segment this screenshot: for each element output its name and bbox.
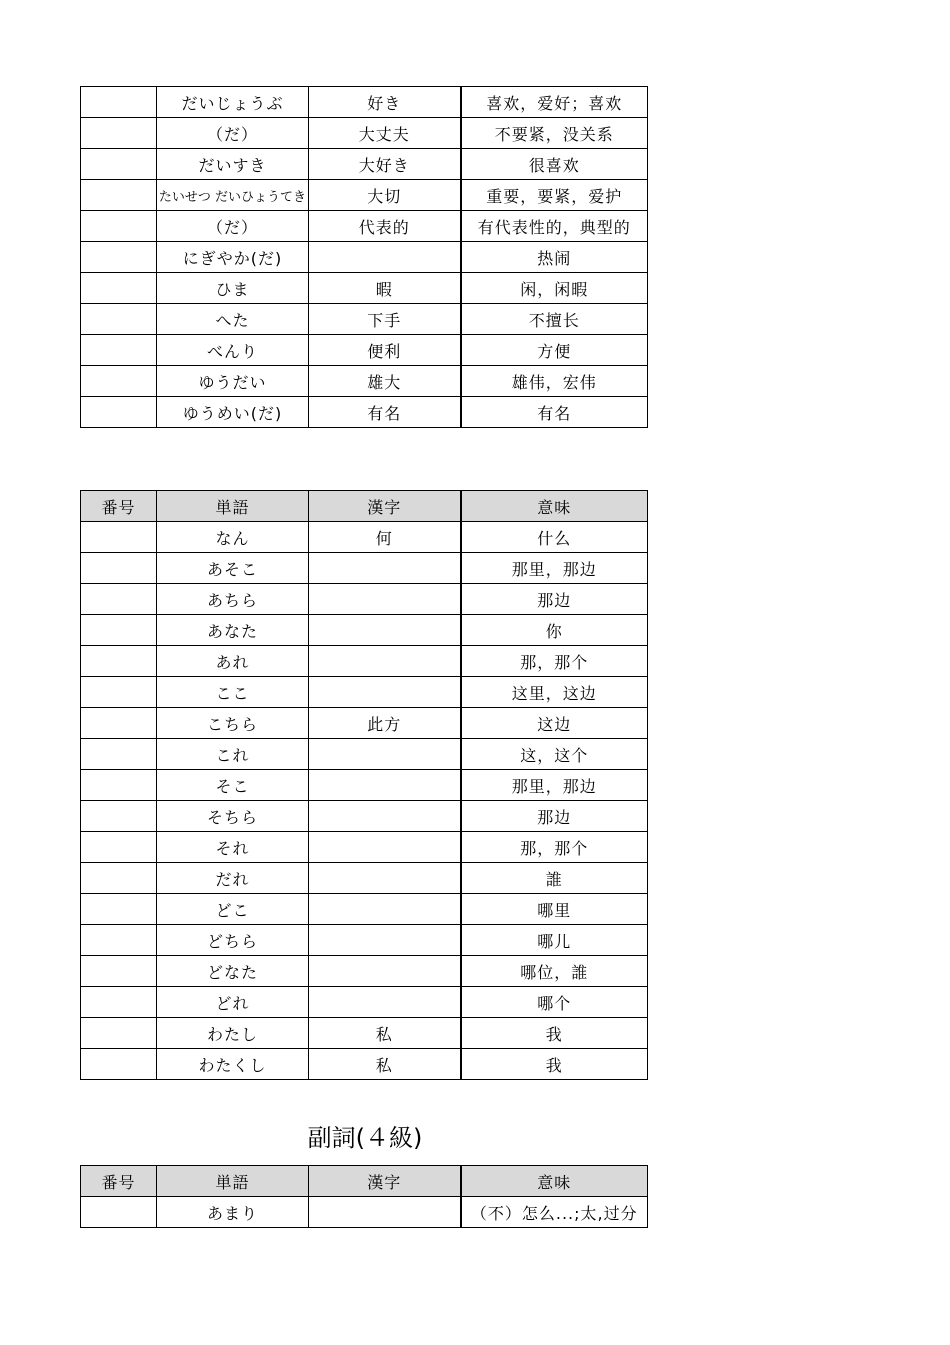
kanji-cell: 大丈夫 [309, 118, 461, 149]
table-row [81, 1049, 648, 1080]
vocab-table-pronouns [80, 490, 648, 1080]
meaning-cell: 有名 [461, 397, 648, 428]
meaning-cell: 方便 [461, 335, 648, 366]
reading-cell: あなた [157, 615, 309, 646]
kanji-cell [309, 863, 461, 894]
reading-cell: ここ [157, 677, 309, 708]
reading-cell: あそこ [157, 553, 309, 584]
kanji-cell: 大切 [309, 180, 461, 211]
kanji-cell [309, 677, 461, 708]
kanji-cell [309, 770, 461, 801]
meaning-cell: 誰 [461, 863, 648, 894]
meaning-cell: 很喜欢 [461, 149, 648, 180]
reading-cell: あまり [157, 1197, 309, 1228]
table-row [81, 553, 648, 584]
meaning-cell: 什么 [461, 522, 648, 553]
table-body [81, 1197, 648, 1228]
meaning-cell: 你 [461, 615, 648, 646]
number-cell [81, 242, 157, 273]
meaning-cell: 重要，要紧，爱护 [461, 180, 648, 211]
meaning-cell: 雄伟，宏伟 [461, 366, 648, 397]
meaning-cell: 这，这个 [461, 739, 648, 770]
section-title: 副詞(４級) [307, 1124, 423, 1152]
reading-cell: どなた [157, 956, 309, 987]
table-row [81, 987, 648, 1018]
table-row [81, 677, 648, 708]
table-row [81, 956, 648, 987]
table-row [81, 1018, 648, 1049]
kanji-cell [309, 553, 461, 584]
meaning-cell: 不要紧，没关系 [461, 118, 648, 149]
table-row [81, 149, 648, 180]
kanji-cell: 代表的 [309, 211, 461, 242]
table-header-row [81, 1166, 648, 1197]
table-row [81, 925, 648, 956]
number-cell [81, 646, 157, 677]
reading-cell: （だ） [157, 211, 309, 242]
reading-cell: なん [157, 522, 309, 553]
header-word: 単語 [157, 491, 309, 522]
kanji-cell [309, 894, 461, 925]
reading-cell: （だ） [157, 118, 309, 149]
meaning-cell: 闲，闲暇 [461, 273, 648, 304]
meaning-cell: 那里，那边 [461, 770, 648, 801]
number-cell [81, 180, 157, 211]
meaning-cell: 哪儿 [461, 925, 648, 956]
kanji-cell [309, 646, 461, 677]
kanji-cell [309, 832, 461, 863]
reading-cell: そちら [157, 801, 309, 832]
table-header-row [81, 491, 648, 522]
reading-cell: だいじょうぶ [157, 87, 309, 118]
reading-cell: どれ [157, 987, 309, 1018]
number-cell [81, 956, 157, 987]
number-cell [81, 87, 157, 118]
table-body [81, 522, 648, 1080]
table-row [81, 118, 648, 149]
number-cell [81, 987, 157, 1018]
reading-cell: だいすき [157, 149, 309, 180]
number-cell [81, 739, 157, 770]
kanji-cell [309, 925, 461, 956]
meaning-cell: 热闹 [461, 242, 648, 273]
kanji-cell: 私 [309, 1018, 461, 1049]
number-cell [81, 118, 157, 149]
kanji-cell: 何 [309, 522, 461, 553]
table-row [81, 397, 648, 428]
meaning-cell: 我 [461, 1049, 648, 1080]
number-cell [81, 553, 157, 584]
reading-cell: ゆうだい [157, 366, 309, 397]
meaning-cell: （不）怎么...;太,过分 [461, 1197, 648, 1228]
meaning-cell: 不擅长 [461, 304, 648, 335]
kanji-cell [309, 242, 461, 273]
table-row [81, 801, 648, 832]
reading-cell: たいせつ だいひょうてき [157, 180, 309, 211]
table-row [81, 894, 648, 925]
table-row [81, 273, 648, 304]
number-cell [81, 615, 157, 646]
meaning-cell: 有代表性的，典型的 [461, 211, 648, 242]
meaning-cell: 喜欢，爱好；喜欢 [461, 87, 648, 118]
reading-cell: こちら [157, 708, 309, 739]
table-row [81, 708, 648, 739]
header-kanji: 漢字 [309, 491, 461, 522]
number-cell [81, 211, 157, 242]
kanji-cell: 暇 [309, 273, 461, 304]
reading-cell: だれ [157, 863, 309, 894]
table-row [81, 242, 648, 273]
table-row [81, 739, 648, 770]
header-meaning: 意味 [461, 491, 648, 522]
meaning-cell: 哪个 [461, 987, 648, 1018]
vocab-table-adjectives [80, 86, 648, 428]
table-body [81, 87, 648, 428]
header-meaning: 意味 [461, 1166, 648, 1197]
kanji-cell [309, 739, 461, 770]
meaning-cell: 这里，这边 [461, 677, 648, 708]
table-row [81, 770, 648, 801]
kanji-cell: 便利 [309, 335, 461, 366]
number-cell [81, 925, 157, 956]
reading-cell: わたくし [157, 1049, 309, 1080]
reading-cell: どちら [157, 925, 309, 956]
reading-cell: ひま [157, 273, 309, 304]
reading-cell: あちら [157, 584, 309, 615]
header-kanji: 漢字 [309, 1166, 461, 1197]
meaning-cell: 哪位，誰 [461, 956, 648, 987]
reading-cell: これ [157, 739, 309, 770]
kanji-cell: 大好き [309, 149, 461, 180]
table-row [81, 646, 648, 677]
number-cell [81, 149, 157, 180]
number-cell [81, 770, 157, 801]
meaning-cell: 哪里 [461, 894, 648, 925]
table-row [81, 304, 648, 335]
kanji-cell: 有名 [309, 397, 461, 428]
kanji-cell: 好き [309, 87, 461, 118]
number-cell [81, 832, 157, 863]
number-cell [81, 677, 157, 708]
header-number: 番号 [81, 1166, 157, 1197]
reading-cell: にぎやか(だ) [157, 242, 309, 273]
table-row [81, 615, 648, 646]
number-cell [81, 366, 157, 397]
table-row [81, 87, 648, 118]
number-cell [81, 1018, 157, 1049]
meaning-cell: 我 [461, 1018, 648, 1049]
kanji-cell: 下手 [309, 304, 461, 335]
reading-cell: どこ [157, 894, 309, 925]
vocab-table-adverbs [80, 1165, 648, 1228]
meaning-cell: 那边 [461, 801, 648, 832]
reading-cell: ゆうめい(だ) [157, 397, 309, 428]
number-cell [81, 708, 157, 739]
kanji-cell: 此方 [309, 708, 461, 739]
header-number: 番号 [81, 491, 157, 522]
number-cell [81, 584, 157, 615]
table-row [81, 335, 648, 366]
number-cell [81, 335, 157, 366]
meaning-cell: 那，那个 [461, 832, 648, 863]
number-cell [81, 273, 157, 304]
table-row [81, 584, 648, 615]
kanji-cell: 私 [309, 1049, 461, 1080]
number-cell [81, 397, 157, 428]
number-cell [81, 863, 157, 894]
kanji-cell: 雄大 [309, 366, 461, 397]
table-row [81, 1197, 648, 1228]
meaning-cell: 那，那个 [461, 646, 648, 677]
reading-cell: へた [157, 304, 309, 335]
table-row [81, 180, 648, 211]
reading-cell: それ [157, 832, 309, 863]
kanji-cell [309, 584, 461, 615]
kanji-cell [309, 956, 461, 987]
kanji-cell [309, 615, 461, 646]
reading-cell: あれ [157, 646, 309, 677]
kanji-cell [309, 987, 461, 1018]
reading-cell: べんり [157, 335, 309, 366]
table-row [81, 522, 648, 553]
table-row [81, 863, 648, 894]
meaning-cell: 那里，那边 [461, 553, 648, 584]
meaning-cell: 这边 [461, 708, 648, 739]
meaning-cell: 那边 [461, 584, 648, 615]
number-cell [81, 304, 157, 335]
number-cell [81, 801, 157, 832]
table-row [81, 832, 648, 863]
table-row [81, 211, 648, 242]
header-word: 単語 [157, 1166, 309, 1197]
number-cell [81, 894, 157, 925]
table-row [81, 366, 648, 397]
kanji-cell [309, 801, 461, 832]
number-cell [81, 522, 157, 553]
reading-cell: そこ [157, 770, 309, 801]
reading-cell: わたし [157, 1018, 309, 1049]
kanji-cell [309, 1197, 461, 1228]
number-cell [81, 1197, 157, 1228]
number-cell [81, 1049, 157, 1080]
